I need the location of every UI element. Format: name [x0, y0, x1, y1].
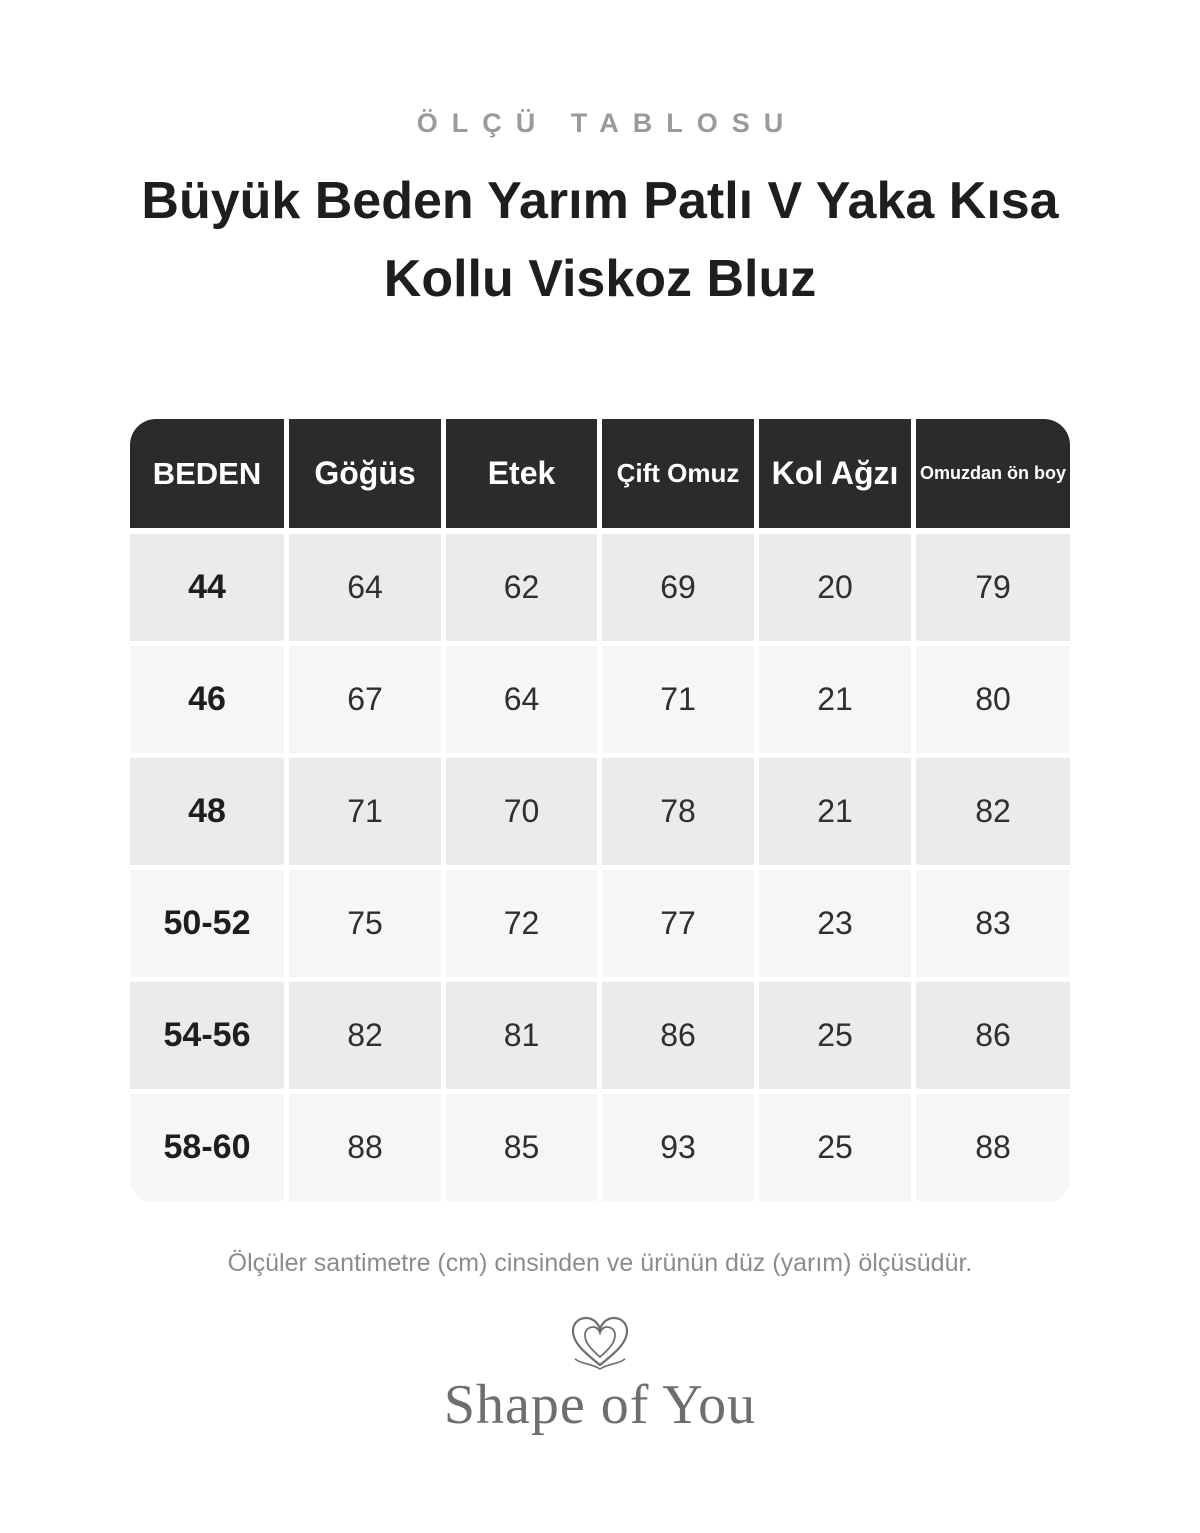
size-cell: 54-56: [130, 982, 284, 1089]
brand-name: Shape of You: [443, 1374, 757, 1436]
table-cell: 64: [446, 646, 597, 753]
page-eyebrow: ÖLÇÜ TABLOSU: [416, 108, 798, 138]
column-header: Etek: [446, 419, 597, 528]
double-heart-logo-icon: [565, 1313, 635, 1373]
table-cell: 86: [602, 982, 754, 1089]
size-table: [130, 419, 1070, 1203]
table-cell: 85: [446, 1094, 597, 1201]
column-header: BEDEN: [130, 419, 284, 528]
table-cell: 21: [759, 758, 911, 865]
table-cell: 72: [446, 870, 597, 977]
column-header: Çift Omuz: [602, 419, 754, 528]
table-cell: 25: [759, 1094, 911, 1201]
table-cell: 88: [916, 1094, 1070, 1201]
table-cell: 69: [602, 534, 754, 641]
table-cell: 25: [759, 982, 911, 1089]
size-cell: 44: [130, 534, 284, 641]
table-cell: 82: [289, 982, 441, 1089]
table-cell: 67: [289, 646, 441, 753]
table-cell: 79: [916, 534, 1070, 641]
table-cell: 78: [602, 758, 754, 865]
size-cell: 48: [130, 758, 284, 865]
column-header: Kol Ağzı: [759, 419, 911, 528]
table-cell: 81: [446, 982, 597, 1089]
table-cell: 23: [759, 870, 911, 977]
table-cell: 82: [916, 758, 1070, 865]
table-cell: 77: [602, 870, 754, 977]
column-header: Omuzdan ön boy: [916, 419, 1070, 528]
table-cell: 71: [289, 758, 441, 865]
column-header: Göğüs: [289, 419, 441, 528]
table-cell: 20: [759, 534, 911, 641]
table-cell: 83: [916, 870, 1070, 977]
size-cell: 50-52: [130, 870, 284, 977]
table-cell: 62: [446, 534, 597, 641]
size-cell: 46: [130, 646, 284, 753]
table-cell: 21: [759, 646, 911, 753]
page-title: Büyük Beden Yarım Patlı V Yaka Kısa Kollu Viskoz Bluz: [141, 172, 1059, 308]
table-cell: 70: [446, 758, 597, 865]
table-cell: 71: [602, 646, 754, 753]
table-cell: 64: [289, 534, 441, 641]
table-cell: 80: [916, 646, 1070, 753]
table-cell: 88: [289, 1094, 441, 1201]
table-cell: 93: [602, 1094, 754, 1201]
measurement-note: Ölçüler santimetre (cm) cinsinden ve ürünün düz (yarım) ölçüsüdür.: [227, 1249, 973, 1277]
size-cell: 58-60: [130, 1094, 284, 1201]
table-cell: 75: [289, 870, 441, 977]
table-cell: 86: [916, 982, 1070, 1089]
